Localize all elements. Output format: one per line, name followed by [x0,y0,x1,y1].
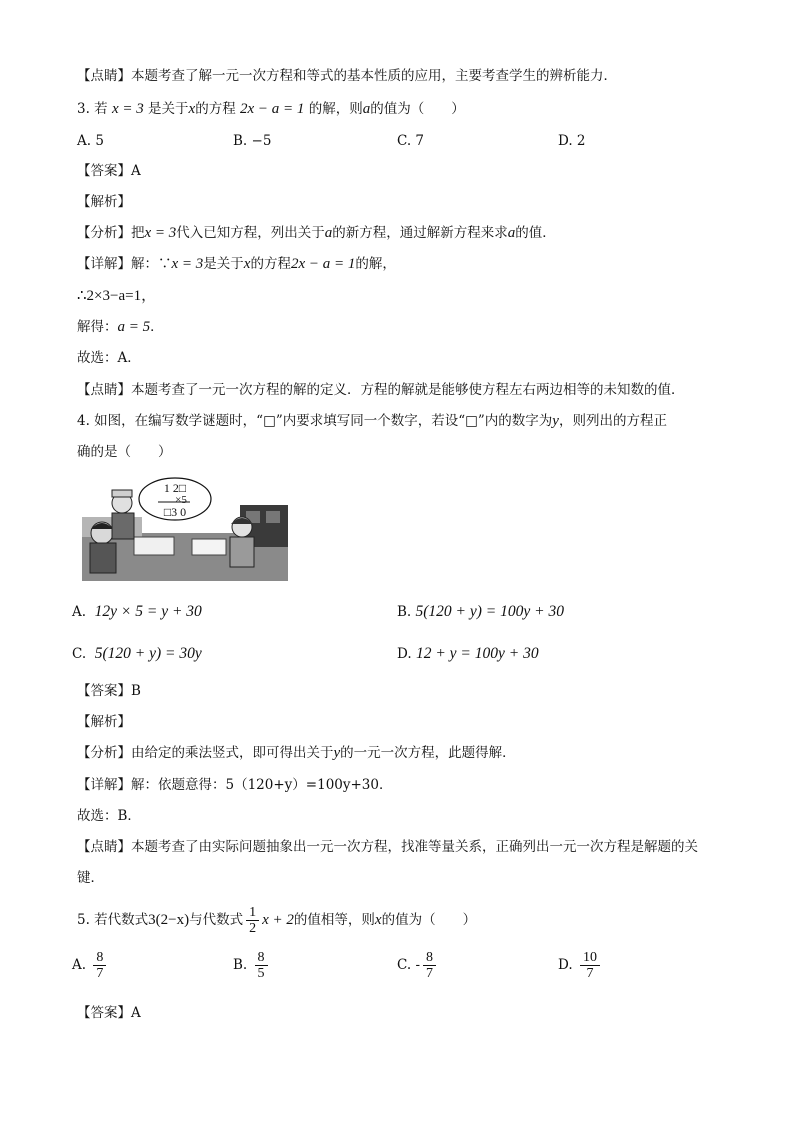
q3-dianjing: 【点睛】本题考查了一元一次方程的解的定义．方程的解就是能够使方程左右两边相等的未知数的值． [77,382,685,398]
q3-option-c: C. 7 [397,133,425,149]
puzzle-row-1: 1 2□ [163,481,187,495]
q4-dianjing-line2: 键． [77,870,104,886]
question-5-stem: 5. 若代数式3(2−x)与代数式 $\frac{1}{2}$ x + 2的值相等，则x的值为（ ） [77,905,477,936]
q5-answer: 【答案】A [77,1005,141,1021]
question-3-stem: 3. 若 x = 3 是关于x的方程 2x − a = 1 的解，则a的值为（ ） [77,101,465,117]
question-4-stem-line1: 4. 如图，在编写数学谜题时，“□”内要求填写同一个数字，若设“□”内的数字为y，则列出的方程正 [77,413,667,429]
q3-step-2: 解得：a = 5． [77,319,164,335]
q4-option-b: B. 5(120 + y) = 100y + 30 [397,603,564,620]
puzzle-illustration [80,477,290,581]
q4-choice: 故选：B． [77,808,141,824]
q5-option-b: B. $\frac{8}{5}$ [233,948,271,982]
q3-step-1: ∴2×3−a=1， [77,288,157,304]
q5-fraction-half: $\frac{1}{2}$ [246,905,259,936]
q3-option-d: D. 2 [558,133,586,149]
q3-xiangjie: 【详解】解：∵x = 3是关于x的方程2x − a = 1的解， [77,256,396,272]
q5-option-d: D. $\frac{10}{7}$ [558,948,603,982]
question-4-stem-line2: 确的是（ ） [77,444,172,460]
q3-choice: 故选：A． [77,350,141,366]
q4-xiangjie: 【详解】解：依题意得：5（120+y）=100y+30． [77,777,393,793]
puzzle-row-3: □3 0 [163,505,187,519]
q4-fenxi: 【分析】由给定的乘法竖式，即可得出关于y的一元一次方程，此题得解． [77,745,516,761]
q3-jiexi-heading: 【解析】 [77,194,131,210]
q4-option-a: A. 12y × 5 = y + 30 [72,603,202,620]
puzzle-row-2: ×5 [175,494,187,506]
note-dianjing-q2: 【点睛】本题考查了解一元一次方程和等式的基本性质的应用，主要考查学生的辨析能力． [77,68,617,84]
q4-option-c: C. 5(120 + y) = 30y [72,645,202,662]
q3-option-a: A. 5 [77,133,104,149]
q5-option-a: A. $\frac{8}{7}$ [72,948,109,982]
classroom-drawing [80,477,290,581]
q3-answer: 【答案】A [77,163,141,179]
q3-fenxi: 【分析】把x = 3代入已知方程，列出关于a的新方程，通过解新方程来求a的值． [77,225,556,241]
q4-answer: 【答案】B [77,683,141,699]
q4-option-d: D. 12 + y = 100y + 30 [397,645,539,662]
q4-jiexi-heading: 【解析】 [77,714,131,730]
q4-dianjing-line1: 【点睛】本题考查了由实际问题抽象出一元一次方程，找准等量关系，正确列出一元一次方程是解题的关 [77,839,698,855]
q3-option-b: B. −5 [233,133,272,149]
q5-option-c: C. - $\frac{8}{7}$ [397,948,439,982]
